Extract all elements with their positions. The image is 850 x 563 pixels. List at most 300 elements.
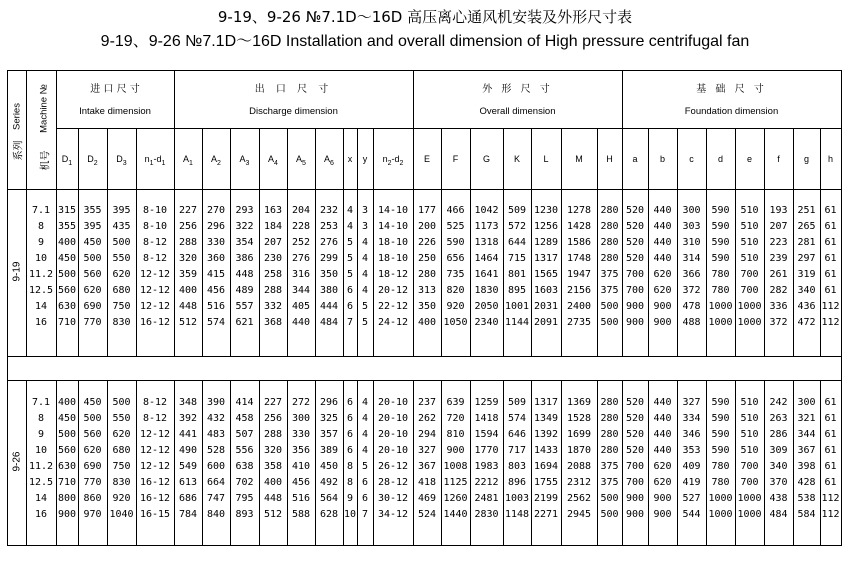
table-cell: 432 [206,413,226,424]
table-cell: 340 [769,461,788,472]
table-cell: 750 [112,461,131,472]
table-cell: 440 [653,429,672,440]
table-cell: 710 [57,317,77,328]
table-cell: 638 [235,461,254,472]
table-cell: 9 [346,493,354,504]
table-cell: 469 [417,493,437,504]
table-cell: 355 [83,205,102,216]
table-cell: 920 [446,301,465,312]
machine-number-cell: 7.1 [31,205,51,216]
table-cell: 372 [682,285,701,296]
column-header-h: h [827,154,834,164]
table-cell: 428 [797,477,816,488]
table-cell: 1565 [533,269,559,280]
table-cell: 228 [291,221,311,232]
table-cell: 620 [653,477,672,488]
table-cell: 18-12 [377,269,409,280]
table-cell: 900 [653,509,672,520]
column-header-f: F [452,154,459,164]
table-cell: 458 [235,413,254,424]
table-cell: 520 [625,205,645,216]
column-header-x: x [347,154,353,164]
column-header-a: a [632,154,638,164]
column-header-e: E [423,154,431,164]
table-cell: 242 [769,397,788,408]
table-cell: 319 [797,269,816,280]
table-cell: 620 [83,285,102,296]
table-cell: 360 [206,253,226,264]
table-cell: 226 [417,237,437,248]
table-cell: 1259 [474,397,499,408]
table-cell: 590 [711,221,730,232]
table-cell: 1000 [737,301,762,312]
table-cell: 28-12 [377,477,409,488]
table-cell: 12-12 [139,269,171,280]
table-cell: 4 [361,413,369,424]
column-header-a3: $A_3$ [239,154,250,167]
foundation-header-en: Foundation dimension [684,106,779,117]
table-cell: 690 [83,461,102,472]
table-cell: 232 [319,205,339,216]
table-cell: 2562 [566,493,592,504]
table-cell: 700 [740,461,759,472]
table-cell: 2088 [566,461,592,472]
table-cell: 8-12 [142,237,168,248]
table-cell: 440 [653,397,672,408]
machine-number-cell: 16 [34,317,48,328]
table-cell: 440 [653,413,672,424]
machine-header-cn: 机号 [40,150,52,171]
table-cell: 327 [682,397,701,408]
table-cell: 375 [600,461,619,472]
discharge-header-en: Discharge dimension [249,106,338,117]
column-header-a4: $A_4$ [268,154,278,167]
table-cell: 1440 [443,509,468,520]
table-cell: 450 [83,397,102,408]
table-cell: 770 [83,477,102,488]
table-cell: 282 [769,285,788,296]
table-cell: 184 [263,221,283,232]
table-cell: 574 [206,317,226,328]
table-cell: 639 [446,397,465,408]
table-cell: 484 [319,317,339,328]
table-cell: 18-10 [377,253,409,264]
table-cell: 600 [206,461,226,472]
table-cell: 456 [291,477,311,488]
column-header-h: H [606,154,613,164]
table-cell: 500 [57,429,77,440]
machine-number-cell: 11.2 [28,269,54,280]
table-cell: 435 [112,221,131,232]
table-cell: 686 [178,493,198,504]
table-cell: 61 [824,429,837,440]
table-cell: 795 [235,493,254,504]
table-cell: 330 [206,237,226,248]
table-cell: 500 [57,269,77,280]
intake-header-cn: 进 口 尺 寸 [90,84,140,95]
table-cell: 700 [740,269,759,280]
table-cell: 492 [319,477,339,488]
table-cell: 620 [112,429,131,440]
table-cell: 590 [711,445,730,456]
table-cell: 16-15 [139,509,171,520]
table-cell: 8 [346,477,354,488]
table-cell: 1428 [566,221,592,232]
table-cell: 280 [600,253,619,264]
table-cell: 10 [343,509,357,520]
table-cell: 630 [57,301,77,312]
table-cell: 1144 [504,317,530,328]
column-header-a1: $A_1$ [183,154,193,167]
table-cell: 280 [600,429,619,440]
table-cell: 6 [361,477,369,488]
table-cell: 556 [235,445,254,456]
table-cell: 512 [263,509,283,520]
machine-number-cell: 16 [34,509,48,520]
table-cell: 227 [263,397,283,408]
table-cell: 1586 [566,237,592,248]
table-cell: 251 [797,205,816,216]
table-cell: 2481 [474,493,499,504]
table-cell: 256 [263,413,283,424]
table-cell: 450 [83,237,102,248]
table-cell: 1748 [566,253,592,264]
table-cell: 510 [740,413,759,424]
table-cell: 584 [797,509,816,520]
table-cell: 207 [769,221,788,232]
table-cell: 500 [600,493,619,504]
table-cell: 316 [291,269,311,280]
column-header-d1: $D_1$ [61,154,73,167]
table-cell: 410 [291,461,311,472]
foundation-header-cn: 基 础 尺 寸 [696,84,767,95]
column-header-c: c [689,154,694,164]
table-cell: 1317 [533,253,559,264]
table-cell: 489 [235,285,254,296]
column-header-e: e [746,154,753,164]
table-cell: 330 [291,429,311,440]
table-cell: 900 [625,317,645,328]
table-cell: 1000 [737,493,762,504]
table-cell: 620 [653,285,672,296]
table-cell: 353 [682,445,701,456]
table-cell: 12-12 [139,429,171,440]
table-cell: 448 [235,269,254,280]
table-cell: 520 [625,221,645,232]
table-cell: 450 [57,253,77,264]
table-cell: 1770 [474,445,499,456]
table-cell: 1392 [533,429,559,440]
table-cell: 620 [83,445,102,456]
table-cell: 61 [824,461,837,472]
table-cell: 516 [291,493,311,504]
table-cell: 572 [507,221,527,232]
table-cell: 250 [417,253,437,264]
table-cell: 520 [625,237,645,248]
table-cell: 810 [446,429,465,440]
table-cell: 293 [235,205,254,216]
table-cell: 4 [346,205,354,216]
column-header-g: G [482,154,491,164]
table-cell: 628 [319,509,339,520]
table-cell: 6 [361,493,369,504]
column-header-d2: $D_2$ [87,154,98,167]
table-cell: 370 [769,477,788,488]
table-cell: 1148 [504,509,530,520]
table-cell: 441 [178,429,198,440]
table-cell: 112 [821,301,840,312]
table-cell: 367 [417,461,437,472]
table-cell: 1318 [474,237,499,248]
table-cell: 358 [263,461,283,472]
table-cell: 357 [319,429,339,440]
table-cell: 18-10 [377,237,409,248]
table-cell: 3 [361,221,369,232]
table-cell: 4 [361,285,369,296]
table-cell: 1694 [533,461,559,472]
table-cell: 803 [507,461,527,472]
table-cell: 444 [319,301,339,312]
table-cell: 590 [711,205,730,216]
table-cell: 253 [319,221,339,232]
table-cell: 336 [769,301,788,312]
table-cell: 500 [600,509,619,520]
table-cell: 510 [740,445,759,456]
table-cell: 386 [235,253,254,264]
table-cell: 30-12 [377,493,409,504]
table-cell: 436 [797,301,816,312]
table-cell: 12-12 [139,301,171,312]
table-cell: 16-12 [139,493,171,504]
table-cell: 510 [740,429,759,440]
table-cell: 372 [769,317,788,328]
table-cell: 315 [57,205,77,216]
table-cell: 207 [263,237,283,248]
table-cell: 354 [235,237,254,248]
table-cell: 1042 [474,205,499,216]
table-cell: 656 [446,253,465,264]
table-cell: 750 [112,301,131,312]
table-cell: 204 [291,205,311,216]
table-cell: 2156 [566,285,592,296]
table-cell: 61 [824,205,837,216]
machine-number-cell: 7.1 [31,397,51,408]
table-cell: 392 [178,413,198,424]
table-cell: 801 [507,269,527,280]
column-header-y: y [362,154,368,164]
table-cell: 1289 [533,237,559,248]
table-cell: 288 [263,285,283,296]
table-cell: 1983 [474,461,499,472]
table-cell: 296 [319,397,339,408]
table-cell: 366 [682,269,701,280]
table-cell: 630 [57,461,77,472]
table-cell: 2031 [533,301,559,312]
machine-number-cell: 9 [37,237,45,248]
table-cell: 440 [653,237,672,248]
table-cell: 112 [821,493,840,504]
table-cell: 490 [178,445,198,456]
machine-number-cell: 11.2 [28,461,54,472]
table-cell: 320 [178,253,198,264]
table-cell: 544 [682,509,701,520]
table-cell: 500 [83,413,102,424]
table-cell: 409 [682,461,701,472]
table-cell: 1003 [504,493,530,504]
table-cell: 900 [57,509,77,520]
table-cell: 280 [600,205,619,216]
table-cell: 2091 [533,317,559,328]
machine-number-cell: 10 [34,253,48,264]
table-cell: 7 [346,317,354,328]
table-cell: 61 [824,397,837,408]
table-cell: 346 [682,429,701,440]
table-cell: 1433 [533,445,559,456]
table-cell: 340 [797,285,816,296]
table-cell: 440 [653,253,672,264]
table-cell: 261 [769,269,788,280]
table-cell: 4 [346,221,354,232]
table-cell: 34-12 [377,509,409,520]
table-cell: 61 [824,237,837,248]
table-cell: 310 [682,237,701,248]
table-cell: 61 [824,477,837,488]
table-cell: 538 [797,493,816,504]
table-cell: 193 [769,205,788,216]
table-cell: 664 [206,477,226,488]
table-cell: 256 [178,221,198,232]
column-header-m: M [575,154,583,164]
table-cell: 646 [507,429,527,440]
table-cell: 560 [57,445,77,456]
table-cell: 2199 [533,493,559,504]
table-cell: 900 [653,317,672,328]
table-cell: 299 [319,253,339,264]
table-cell: 320 [263,445,283,456]
table-cell: 1173 [474,221,499,232]
table-cell: 500 [83,253,102,264]
title-english: 9-19、9-26 №7.1D～16D Installation and overall dimension of High pressure centrifugal fan [100,33,750,50]
table-cell: 61 [824,221,837,232]
intake-header-en: Intake dimension [79,106,151,117]
column-header-d: d [717,154,724,164]
column-header-l: L [543,154,549,164]
table-cell: 900 [625,509,645,520]
table-cell: 61 [824,445,837,456]
table-cell: 280 [417,269,437,280]
table-cell: 1000 [708,509,733,520]
table-cell: 440 [653,205,672,216]
table-cell: 300 [291,413,311,424]
table-cell: 680 [112,285,131,296]
table-cell: 265 [797,221,816,232]
table-cell: 644 [507,237,527,248]
discharge-header-cn: 出 口 尺 寸 [254,84,333,95]
table-cell: 1830 [474,285,499,296]
table-cell: 1256 [533,221,559,232]
table-cell: 1260 [443,493,468,504]
column-header-n2-d2: $n_2-d_2$ [382,154,404,167]
table-cell: 300 [682,205,701,216]
column-header-a5: $A_5$ [296,154,306,167]
table-cell: 780 [711,285,730,296]
table-cell: 8 [346,461,354,472]
column-header-g: g [803,154,810,164]
table-cell: 400 [178,285,198,296]
table-cell: 5 [346,237,354,248]
table-cell: 500 [112,397,131,408]
table-cell: 700 [625,461,645,472]
table-cell: 590 [711,237,730,248]
table-cell: 527 [682,493,701,504]
machine-number-cell: 12.5 [28,477,54,488]
table-cell: 710 [57,477,77,488]
table-cell: 313 [417,285,437,296]
table-cell: 440 [653,445,672,456]
table-cell: 920 [112,493,131,504]
table-cell: 2340 [474,317,499,328]
table-cell: 288 [178,237,198,248]
table-cell: 510 [740,253,759,264]
table-cell: 784 [178,509,198,520]
table-cell: 438 [769,493,788,504]
table-cell: 2400 [566,301,592,312]
table-cell: 272 [291,397,311,408]
table-cell: 700 [625,269,645,280]
table-cell: 509 [507,205,527,216]
table-cell: 314 [682,253,701,264]
table-cell: 1870 [566,445,592,456]
table-cell: 22-12 [377,301,409,312]
machine-number-cell: 8 [37,413,45,424]
table-cell: 780 [711,477,730,488]
table-cell: 830 [112,317,131,328]
table-cell: 1464 [474,253,499,264]
table-cell: 1699 [566,429,592,440]
table-cell: 177 [417,205,437,216]
column-header-k: K [513,154,521,164]
table-cell: 478 [682,301,701,312]
table-cell: 415 [206,269,226,280]
table-cell: 524 [417,509,437,520]
table-cell: 702 [235,477,254,488]
table-cell: 276 [319,237,339,248]
table-cell: 5 [361,301,369,312]
table-cell: 450 [319,461,339,472]
table-cell: 270 [206,205,226,216]
table-cell: 440 [291,317,311,328]
table-cell: 1000 [708,493,733,504]
table-cell: 700 [625,285,645,296]
table-cell: 510 [740,221,759,232]
table-cell: 700 [740,285,759,296]
overall-header-cn: 外 形 尺 寸 [482,84,553,95]
table-cell: 564 [319,493,339,504]
table-cell: 747 [206,493,226,504]
table-cell: 20-10 [377,413,409,424]
table-cell: 6 [346,301,354,312]
table-cell: 16-12 [139,477,171,488]
table-cell: 350 [417,301,437,312]
table-cell: 14-10 [377,221,409,232]
table-cell: 321 [797,413,816,424]
table-cell: 1000 [708,301,733,312]
table-cell: 590 [711,429,730,440]
table-cell: 509 [507,397,527,408]
table-cell: 262 [417,413,437,424]
table-cell: 163 [263,205,283,216]
table-cell: 780 [711,269,730,280]
